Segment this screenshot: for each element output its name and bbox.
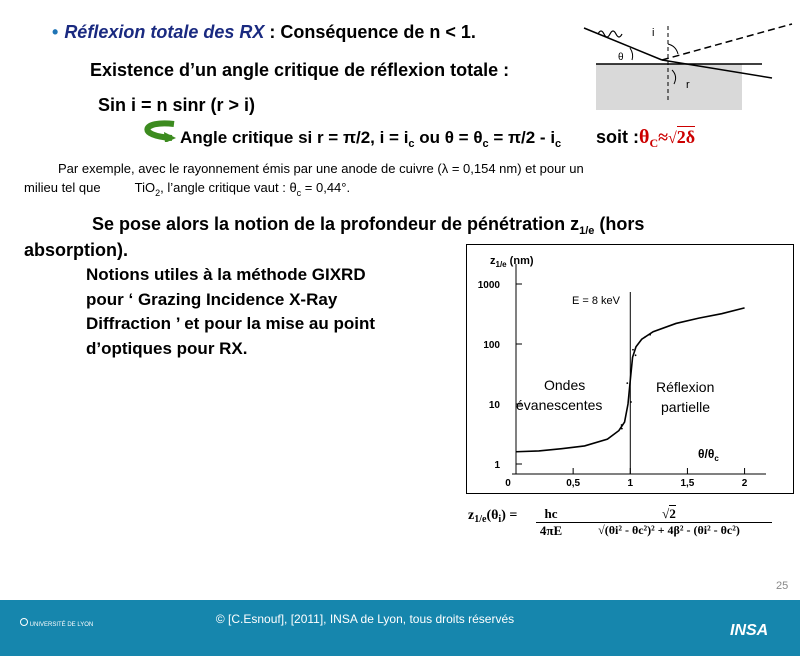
penetration-line-2: absorption). [24, 240, 128, 260]
y-tick-label: 1 [494, 460, 500, 471]
insa-logo: INSA [730, 622, 769, 639]
chart-xlabel: $\theta/\theta_c$ [698, 447, 719, 463]
angle-critique-line: Angle critique si r = π/2, $i = i_c$ ou $\theta = \theta_c = \pi/2 - i_c$ [180, 128, 562, 150]
formula-fraction: hc 4πE [536, 506, 566, 539]
penetration-depth-chart [466, 244, 794, 494]
data-point [630, 401, 632, 403]
region-left-line-1: Ondes [544, 377, 586, 393]
r-label: r [686, 79, 690, 91]
theta-label: θ [618, 52, 624, 63]
snell-law-line: Sin i = n sinr (r > i) [98, 95, 256, 115]
x-tick-label: 1 [627, 478, 634, 489]
region-left-line-2: évanescentes [516, 397, 603, 413]
curved-arrow-icon [134, 118, 178, 142]
i-label: i [652, 27, 655, 39]
soit-formula: soit $:\theta_C\approx√2\delta$ [596, 126, 696, 150]
bullet-icon: • [52, 22, 59, 42]
y-tick-label: 100 [483, 340, 500, 351]
x-tick-label: 0,5 [566, 478, 581, 489]
data-point [632, 349, 634, 351]
x-tick-label: 0 [505, 478, 511, 489]
footer-copyright: © [C.Esnouf], [2011], INSA de Lyon, tous droits réservés [215, 612, 515, 626]
data-point [644, 336, 646, 338]
region-right-line-1: Réflexion [656, 379, 715, 395]
reflection-diagram [582, 20, 794, 112]
slide-title: • Réflexion totale des RX : Conséquence de n < 1. [52, 22, 476, 42]
energy-annotation: E = 8 keV [572, 295, 621, 307]
x-tick-label: 1,5 [680, 478, 695, 489]
x-tick-label: 2 [741, 478, 748, 489]
universite-lyon-logo: UNIVERSITÉ DE LYON [20, 618, 80, 638]
y-tick-label: 10 [488, 400, 500, 411]
notions-block: Notions utiles à la méthode GIXRD pour ‘ Grazing Incidence X-Ray Diffraction ’ et pour la mise au point d’optiques pour RX. [86, 265, 376, 358]
critical-angle-line: Existence d’un angle critique de réflexion totale : [90, 60, 510, 80]
data-point [649, 334, 651, 336]
example-line-1: Par exemple, avec le rayonnement émis par une anode de cuivre (λ = 0,154 nm) et pour un [58, 161, 584, 176]
page-number: 25 [776, 580, 789, 592]
data-point [621, 424, 623, 426]
region-right-line-2: partielle [661, 399, 711, 415]
data-point [635, 354, 637, 356]
example-line-2: milieu tel que TiO$_2$, l’angle critique vaut : $\theta_c = 0,44^\circ$. [24, 180, 351, 198]
y-tick-label: 1000 [477, 280, 500, 291]
footer-bar [0, 600, 800, 656]
penetration-formula: $z_{1/e}(\theta_i)$ = [468, 508, 518, 525]
penetration-line-1: Se pose alors la notion de la profondeur de pénétration $z_{1/e}$ (hors [92, 214, 645, 237]
data-point [621, 428, 623, 430]
chart-ylabel: $z_{1/e}$ (nm) [490, 255, 534, 269]
data-point [626, 382, 628, 384]
formula-sqrt-fraction: √2 √(θi² - θc²)² + 4β² - (θi² - θc²) [566, 506, 772, 538]
